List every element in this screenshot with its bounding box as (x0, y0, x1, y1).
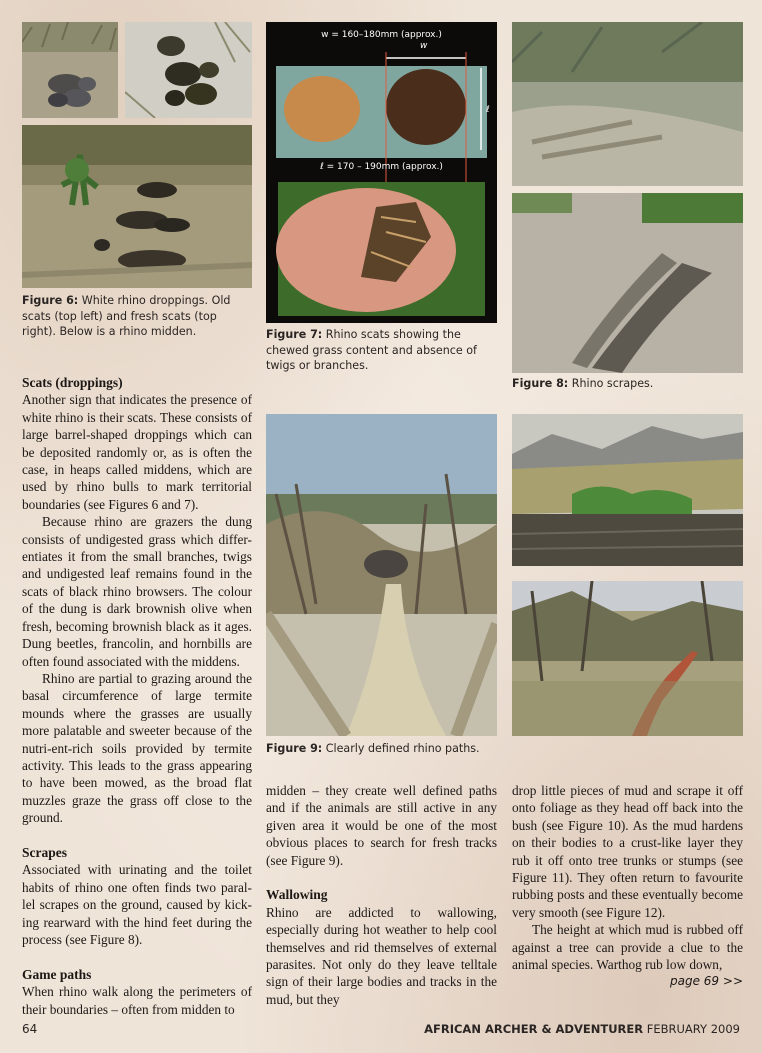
figure-6-label: Figure 6: (22, 294, 79, 307)
rhino-midden-photo (22, 125, 252, 288)
scat-length-mark: ℓ (486, 105, 490, 115)
figure-8-label: Figure 8: (512, 377, 569, 390)
continued-on-page-link[interactable]: page 69 >> (670, 974, 743, 989)
figure-9-label: Figure 9: (266, 742, 323, 755)
scats-paragraph-1: Another sign that indicates the presence of white rhino is their scats. These consists of large barrel-shaped droppings which can be deposited randomly or, as is often the case, in heaps called middens, which are used by rhino bulls to mark territorial boundaries (see Figures 6 and 7). (22, 392, 252, 512)
rhino-scrape-photo-2 (512, 193, 743, 373)
figure-7-caption (266, 327, 498, 374)
heading-game-paths: Game paths (22, 966, 92, 982)
figure-6-caption (22, 293, 254, 340)
rhino-path-photo (266, 414, 497, 736)
old-scats-photo (22, 22, 118, 118)
heading-scats: Scats (droppings) (22, 375, 123, 390)
figure-8-caption (512, 376, 744, 392)
game-paths-paragraph: When rhino walk along the perimeters of their boundaries – often from midden to (22, 984, 252, 1017)
scat-length-label: ℓ = 170 – 190mm (approx.) (320, 162, 443, 172)
figure-6-text: White rhino droppings. Old scats (top left) and fresh scats (top right). Below is a rhino midden. (22, 294, 231, 338)
scat-width-label: w = 160–180mm (approx.) (321, 30, 442, 40)
mountain-landscape-photo (512, 414, 743, 566)
figure-7-label: Figure 7: (266, 328, 323, 341)
figure-9-caption (266, 741, 498, 757)
scats-paragraph-3: Rhino are partial to grazing around the basal circumference of large termite mounds where the grasses are usually more palatable and sweeter because of the nutri-ent-rich soils provided by termite activity. This leads to the grass appearing to have been mowed, as the broad flat muzzles graze the grass off close to the ground. (22, 670, 252, 826)
issue-date: FEBRUARY 2009 (646, 1022, 740, 1036)
rhino-scrape-photo-1 (512, 22, 743, 186)
wallowing-continued-paragraph: drop little pieces of mud and scrape it off onto foliage as they head off back into the bush (see Figure 10). As the mud hardens on their bodies to a crust-like layer they rub it off onto tree trunks or stumps (see Figure 11). They often return to favourite rubbing posts and these eventually become very smooth (see Figure 12). (512, 783, 743, 920)
figure-9-text: Clearly defined rhino paths. (322, 742, 480, 755)
page-number: 64 (22, 1022, 38, 1036)
column-1 (22, 374, 252, 1018)
figure-8-text: Rhino scrapes. (568, 377, 654, 390)
column-2 (266, 782, 497, 1008)
scats-paragraph-2: Because rhino are grazers the dung consists of undigested grass which differ-entiates it from the small branches, twigs and undigested leaf remains found in the scats of black rhino browsers. The colour of the dung is dark brownish olive when fresh, becoming brownish black as it ages. Dung beetles, francolin, and hornbills are often found associated with the middens. (22, 514, 252, 669)
column-3 (512, 782, 743, 991)
mud-height-paragraph: The height at which mud is rubbed off against a tree can provide a clue to the animal species. Warthog rub low down, (512, 922, 743, 973)
red-path-photo (512, 581, 743, 736)
heading-scrapes: Scrapes (22, 844, 67, 860)
scat-width-mark: w (420, 41, 428, 51)
heading-wallowing: Wallowing (266, 887, 328, 903)
publication-footer (424, 1022, 740, 1036)
fresh-scats-photo (125, 22, 252, 118)
scrapes-paragraph: Associated with urinating and the toilet habits of rhino one often finds two paral-lel scrapes on the ground, caused by kick-ing rearward with the hind feet during the process (see Figure 8). (22, 862, 252, 947)
publication-name: AFRICAN ARCHER & ADVENTURER (424, 1022, 644, 1036)
scat-measurement-photo (266, 22, 497, 323)
wallowing-paragraph: Rhino are addicted to wallowing, especially during hot weather to help cool themselves and rid themselves of external parasites. Not only do they leave telltale sign of their large bodies and tracks in the mud, but they (266, 904, 497, 1007)
figure-7-text: Rhino scats showing the chewed grass content and absence of twigs or branches. (266, 328, 477, 372)
paths-continued-paragraph: midden – they create well defined paths and if the animals are still active in any given area it would be one of the most obvious places to search for fresh tracks (see Figure 9). (266, 783, 497, 868)
